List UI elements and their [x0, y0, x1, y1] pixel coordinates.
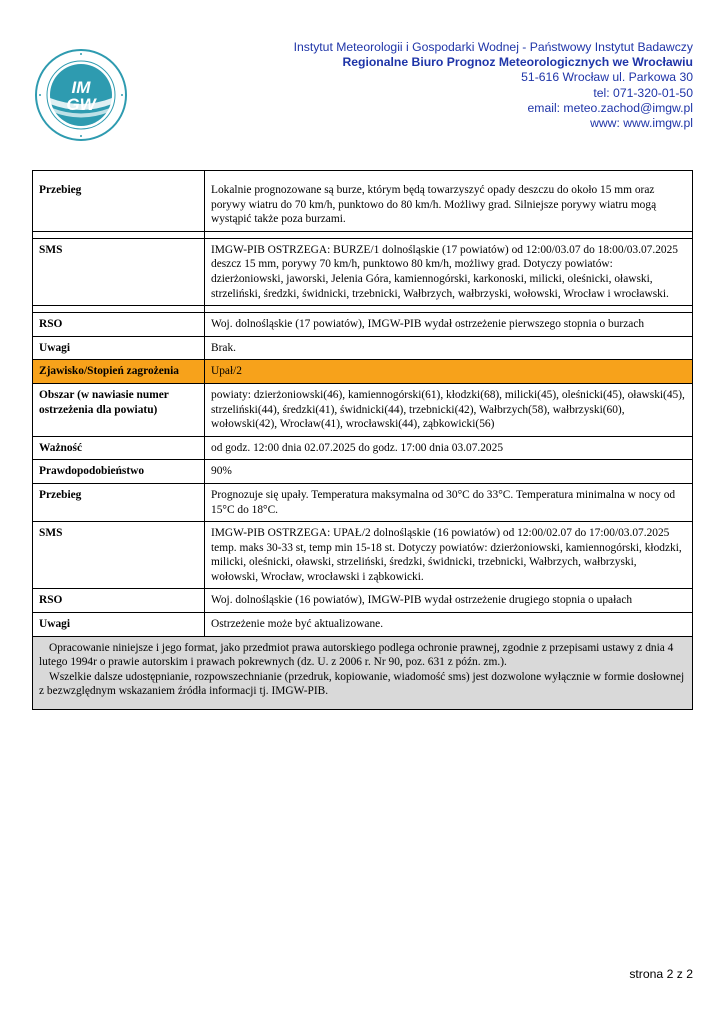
hazard-row [33, 360, 693, 384]
row-value: IMGW-PIB OSTRZEGA: BURZE/1 dolnośląskie (17 powiatów) od 12:00/03.07 do 18:00/03.07.2025 deszcz 15 mm, porywy 70 km/h, punktowo 80 km/h, możliwy grad. Dotyczy powiatów: dzierżoniowski, jaworski, Jelenia Góra, kamiennogórski, karkonoski, milicki, oleśnicki, oławski, strzeliński, średzki, świdnicki, trzebnicki, Wałbrzych, wałbrzyski, wołowski, Wrocław i wrocławski. [205, 238, 693, 305]
copyright-row [33, 636, 693, 709]
office-name: Regionalne Biuro Prognoz Meteorologicznych we Wrocławiu [342, 55, 693, 70]
svg-text:IM: IM [71, 78, 91, 97]
table-row [33, 238, 693, 305]
table-row [33, 336, 693, 360]
table-row [33, 171, 693, 232]
warning-table [32, 170, 693, 710]
row-spacer [33, 231, 693, 238]
row-spacer [33, 306, 693, 313]
row-value: Lokalnie prognozowane są burze, którym będą towarzyszyć opady deszczu do około 15 mm oraz porywy wiatru do 70 km/h, punktowo do 80 km/h. Możliwy grad. Silniejsze porywy wiatru mogą wystąpić także poza burzami. [205, 171, 693, 232]
table-row [33, 589, 693, 613]
row-label: Ważność [33, 436, 205, 460]
row-value: Woj. dolnośląskie (17 powiatów), IMGW-PIB wydał ostrzeżenie pierwszego stopnia o burzach [205, 313, 693, 337]
email[interactable]: email: meteo.zachod@imgw.pl [527, 100, 693, 115]
address: 51-616 Wrocław ul. Parkowa 30 [521, 70, 693, 85]
table-row [33, 460, 693, 484]
hazard-value: Upał/2 [205, 360, 693, 384]
row-label: Uwagi [33, 613, 205, 637]
table-row [33, 522, 693, 589]
table-row [33, 383, 693, 436]
row-label: RSO [33, 313, 205, 337]
institute-header [294, 40, 693, 131]
row-value: 90% [205, 460, 693, 484]
svg-text:GW: GW [66, 95, 96, 114]
row-label: RSO [33, 589, 205, 613]
imgw-logo-graphic [34, 48, 128, 142]
website[interactable]: www: www.imgw.pl [590, 116, 693, 131]
row-label: Przebieg [33, 171, 205, 232]
row-label: Uwagi [33, 336, 205, 360]
copyright-paragraph: Opracowanie niniejsze i jego format, jako przedmiot prawa autorskiego podlega ochronie prawnej, zgodnie z przepisami ustawy z dnia 4 lutego 1994r o prawie autorskim i prawach pokrewnych (dz. U. z 2006 r. Nr 90, poz. 631 z późn. zm.). [39, 641, 674, 669]
row-label: SMS [33, 522, 205, 589]
table-row [33, 483, 693, 521]
row-value: powiaty: dzierżoniowski(46), kamiennogórski(61), kłodzki(68), milicki(45), oleśnicki(45), oławski(45), strzeliński(44), średzki(41), świdnicki(44), trzebnicki(42), Wałbrzych(58), wałbrzyski(60), wołowski(42), Wrocław(41), wrocławski(44), ząbkowicki(56) [205, 383, 693, 436]
row-value: Brak. [205, 336, 693, 360]
row-value: Ostrzeżenie może być aktualizowane. [205, 613, 693, 637]
row-value: Prognozuje się upały. Temperatura maksymalna od 30°C do 33°C. Temperatura minimalna w nocy od 15°C do 18°C. [205, 483, 693, 521]
row-label: SMS [33, 238, 205, 305]
table-row [33, 313, 693, 337]
page-number: strona 2 z 2 [629, 967, 693, 981]
institute-name: Instytut Meteorologii i Gospodarki Wodnej - Państwowy Instytut Badawczy [293, 40, 693, 54]
row-label: Prawdopodobieństwo [33, 460, 205, 484]
imgw-logo [34, 48, 128, 142]
table-row [33, 613, 693, 637]
row-label: Przebieg [33, 483, 205, 521]
copyright-notice [33, 636, 693, 709]
copyright-paragraph: Wszelkie dalsze udostępnianie, rozpowszechnianie (przedruk, kopiowanie, wiadomość sms) jest dozwolone wyłącznie w formie dosłownej z bezwzględnym wskazaniem źródła informacji tj. IMGW-PIB. [39, 670, 685, 698]
row-value: IMGW-PIB OSTRZEGA: UPAŁ/2 dolnośląskie (16 powiatów) od 12:00/02.07 do 17:00/03.07.2025 temp. maks 30-33 st, temp min 15-18 st. Dotyczy powiatów: dzierżoniowski, kamiennogórski, kłodzki, milicki, oleśnicki, oławski, strzeliński, średzki, świdnicki, trzebnicki, Wałbrzych, wałbrzyski, wołowski, Wrocław, wrocławski i ząbkowicki. [205, 522, 693, 589]
row-value: od godz. 12:00 dnia 02.07.2025 do godz. 17:00 dnia 03.07.2025 [205, 436, 693, 460]
phone: tel: 071-320-01-50 [593, 85, 693, 100]
row-value: Woj. dolnośląskie (16 powiatów), IMGW-PIB wydał ostrzeżenie drugiego stopnia o upałach [205, 589, 693, 613]
row-label: Obszar (w nawiasie numer ostrzeżenia dla powiatu) [33, 383, 205, 436]
hazard-label: Zjawisko/Stopień zagrożenia [33, 360, 205, 384]
table-row [33, 436, 693, 460]
